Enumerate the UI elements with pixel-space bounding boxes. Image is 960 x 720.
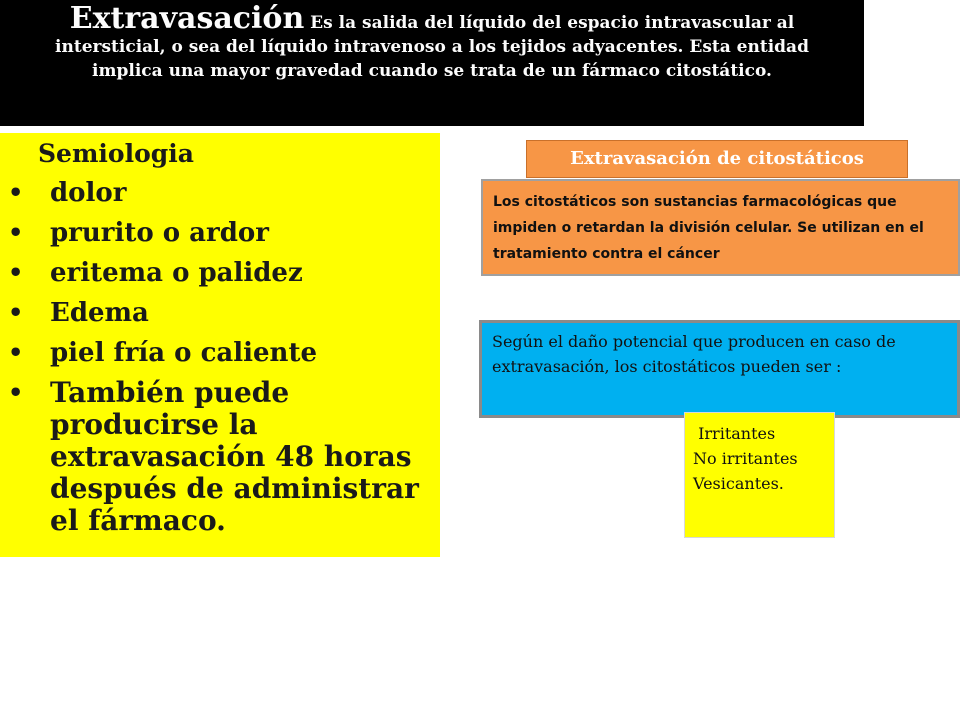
bullet-icon: •	[8, 218, 24, 247]
citostaticos-title: Extravasación de citostáticos	[526, 140, 908, 178]
type-item: No irritantes	[693, 449, 798, 468]
list-item: • Edema	[38, 293, 440, 333]
bullet-icon: •	[8, 258, 24, 287]
list-item: • También puede producirse la extravasación 48 horas después de administrar el fármaco.	[8, 376, 419, 537]
list-item: • dolor	[38, 173, 440, 213]
list-item: • eritema o palidez	[38, 253, 440, 293]
bullet-icon: •	[8, 338, 24, 367]
bullet-icon: •	[8, 298, 24, 327]
bullet-icon: •	[8, 378, 24, 407]
bullet-icon: •	[8, 178, 24, 207]
type-item: Vesicantes.	[693, 474, 784, 493]
types-list	[684, 412, 835, 538]
list-item: • prurito o ardor	[38, 213, 440, 253]
citostaticos-definition: Los citostáticos son sustancias farmacológicas que impiden o retardan la división celular. Se utilizan en el tratamiento contra el cáncer	[481, 179, 960, 276]
type-item: Irritantes	[693, 424, 776, 443]
clasificacion-text: Según el daño potencial que producen en caso de extravasación, los citostáticos pueden ser :	[479, 320, 960, 418]
list-item: • piel fría o caliente	[38, 333, 440, 373]
semiologia-panel	[0, 133, 440, 557]
slide-title: Extravasación	[69, 1, 305, 36]
header-banner	[0, 0, 864, 126]
symptom-list	[8, 173, 440, 537]
definition-text: Es la salida del líquido del espacio intravascular al intersticial, o sea del líquido intravenoso a los tejidos adyacentes. Esta entidad implica una mayor gravedad cuando se trata de un fármaco citostático.	[55, 13, 809, 81]
semiologia-heading: Semiologia	[38, 139, 194, 168]
